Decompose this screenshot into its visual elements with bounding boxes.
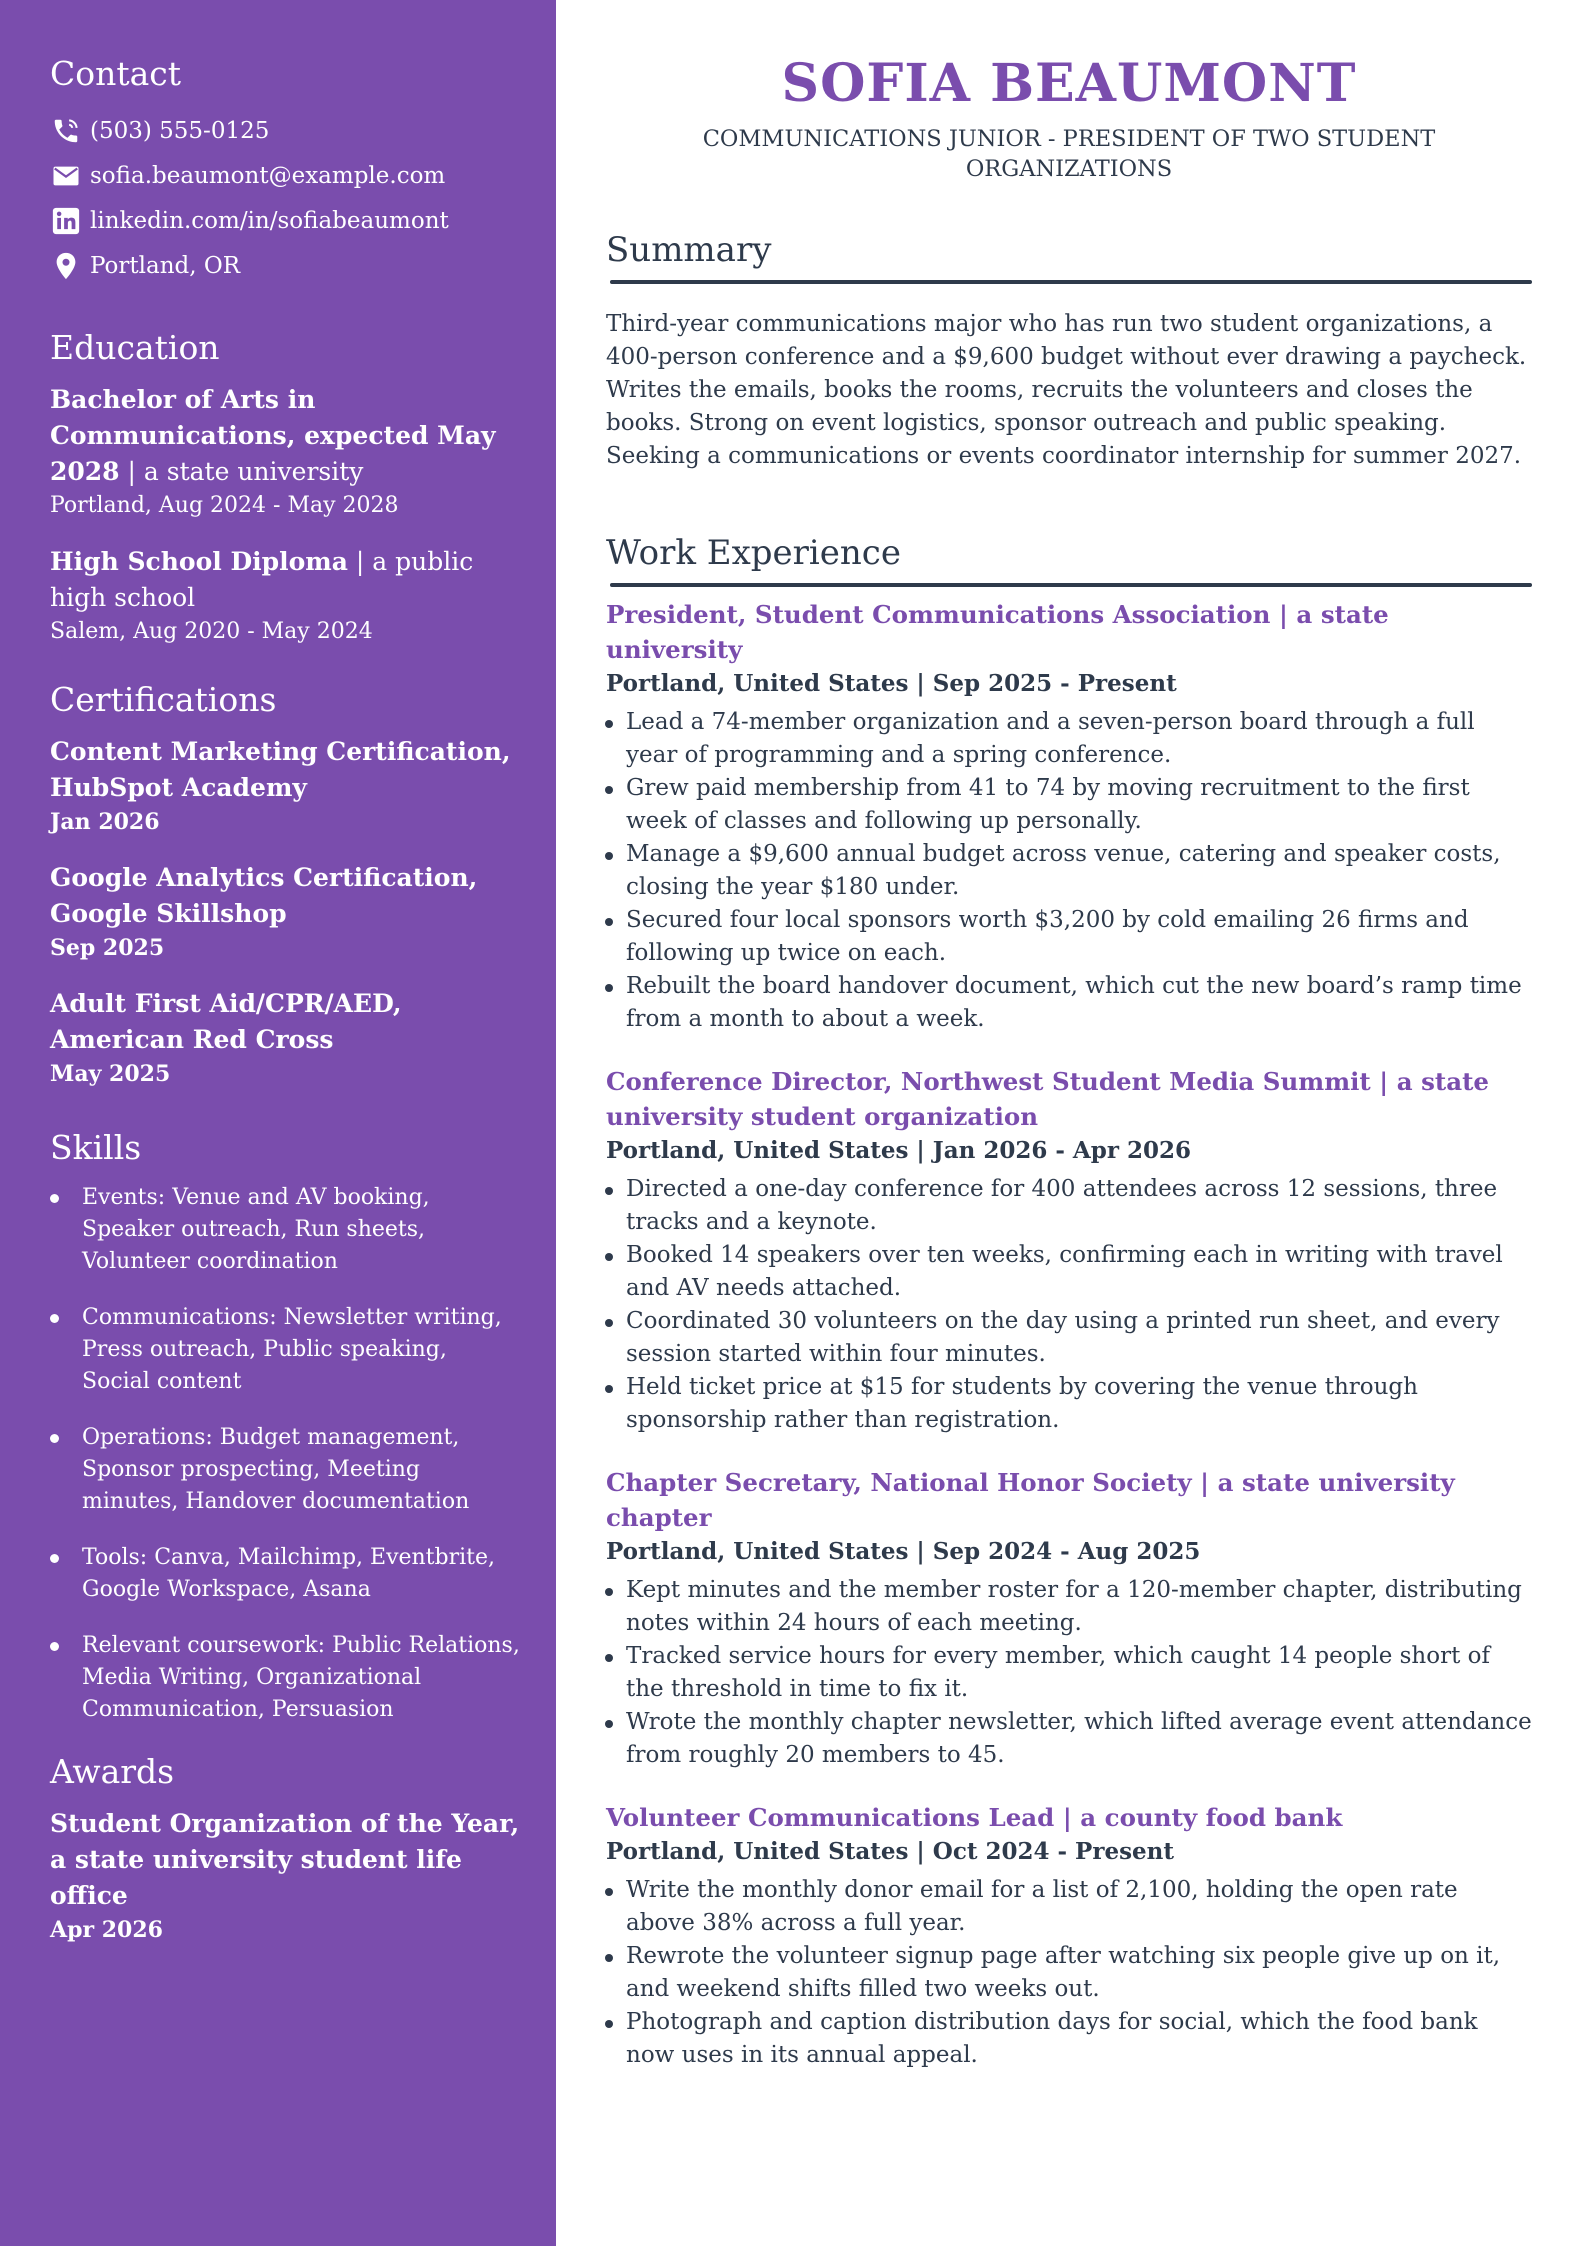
contact-phone: [50, 108, 520, 153]
job-meta: Portland, United States | Oct 2024 - Present: [606, 1838, 1175, 1865]
education-degree: Bachelor of Arts in Communications, expected May 2028: [50, 385, 496, 486]
summary-section: [606, 228, 1532, 473]
job-bullets: [606, 1874, 1532, 2072]
job-bullets: [606, 1173, 1532, 1437]
candidate-name: SOFIA BEAUMONT: [781, 53, 1357, 114]
contact-email[interactable]: [50, 153, 520, 198]
candidate-headline: COMMUNICATIONS JUNIOR - PRESIDENT OF TWO STUDENT ORGANIZATIONS: [702, 126, 1436, 182]
skills-section: [50, 1126, 520, 1726]
skill-item: Relevant coursework: Public Relations, Media Writing, Organizational Communication, Persuasion: [50, 1630, 520, 1726]
location-pin-icon: [50, 250, 82, 282]
education-entry: [50, 382, 520, 522]
certification-date: May 2025: [50, 1061, 171, 1087]
contact-section: [50, 52, 520, 288]
education-detail: Portland, Aug 2024 - May 2028: [50, 493, 399, 518]
job-title: President, Student Communications Association | a state university: [606, 600, 1389, 664]
job-entry: [606, 1800, 1532, 2072]
education-section: [50, 326, 520, 648]
job-title: Volunteer Communications Lead | a county food bank: [606, 1803, 1343, 1832]
job-meta: Portland, United States | Sep 2024 - Aug 2025: [606, 1538, 1201, 1565]
skill-item: Tools: Canva, Mailchimp, Eventbrite, Google Workspace, Asana: [50, 1542, 520, 1606]
job-bullet: Directed a one-day conference for 400 attendees across 12 sessions, three tracks and a keynote.: [606, 1173, 1532, 1239]
section-divider: [610, 583, 1532, 587]
email-icon: [50, 160, 82, 192]
job-bullet: Booked 14 speakers over ten weeks, confirming each in writing with travel and AV needs attached.: [606, 1239, 1532, 1305]
sidebar: [0, 0, 556, 2246]
job-bullet: Rewrote the volunteer signup page after watching six people give up on it, and weekend shifts filled two weeks out.: [606, 1940, 1532, 2006]
job-title: Conference Director, Northwest Student Media Summit | a state university student organization: [606, 1067, 1490, 1131]
certifications-section: [50, 678, 520, 1090]
contact-phone-text: (503) 555-0125: [90, 117, 270, 144]
skill-item: Events: Venue and AV booking, Speaker outreach, Run sheets, Volunteer coordination: [50, 1182, 520, 1278]
skills-list: [50, 1182, 520, 1726]
certification-entry: [50, 986, 520, 1090]
contact-linkedin[interactable]: [50, 198, 520, 243]
education-school: | a state university: [119, 457, 364, 486]
award-entry: [50, 1806, 520, 1946]
summary-text: Third-year communications major who has run two student organizations, a 400-person conference and a $9,600 budget without ever drawing a paycheck. Writes the emails, books the rooms, recruits the volunteers and closes the books. Strong on event logistics, sponsor outreach and public speaking. Seeking a communications or events coordinator internship for summer 2027.: [606, 311, 1527, 469]
certifications-heading: Certifications: [50, 680, 277, 719]
contact-heading: Contact: [50, 54, 182, 93]
job-bullet: Wrote the monthly chapter newsletter, which lifted average event attendance from roughly 20 members to 45.: [606, 1706, 1532, 1772]
contact-location: [50, 243, 520, 288]
job-bullet: Tracked service hours for every member, which caught 14 people short of the threshold in time to fix it.: [606, 1640, 1532, 1706]
certification-title: Adult First Aid/CPR/AED, American Red Cross: [50, 989, 402, 1054]
section-divider: [610, 280, 1532, 284]
certification-date: Sep 2025: [50, 935, 165, 961]
job-bullet: Grew paid membership from 41 to 74 by moving recruitment to the first week of classes and following up personally.: [606, 772, 1532, 838]
education-entry: [50, 544, 520, 648]
certification-title: Content Marketing Certification, HubSpot Academy: [50, 737, 511, 802]
job-bullet: Photograph and caption distribution days for social, which the food bank now uses in its annual appeal.: [606, 2006, 1532, 2072]
job-meta: Portland, United States | Jan 2026 - Apr 2026: [606, 1137, 1191, 1164]
job-meta: Portland, United States | Sep 2025 - Present: [606, 670, 1177, 697]
work-experience-heading: Work Experience: [606, 533, 901, 573]
job-entry: [606, 1064, 1532, 1437]
job-bullet: Rebuilt the board handover document, which cut the new board’s ramp time from a month to about a week.: [606, 970, 1532, 1036]
job-entry: [606, 1465, 1532, 1772]
award-date: Apr 2026: [50, 1917, 163, 1943]
job-bullet: Coordinated 30 volunteers on the day using a printed run sheet, and every session started within four minutes.: [606, 1305, 1532, 1371]
certification-entry: [50, 734, 520, 838]
contact-location-text: Portland, OR: [90, 252, 241, 279]
skills-heading: Skills: [50, 1128, 142, 1167]
contact-linkedin-text: linkedin.com/in/sofiabeaumont: [90, 207, 449, 234]
job-bullets: [606, 1574, 1532, 1772]
awards-section: [50, 1750, 520, 1946]
certification-date: Jan 2026: [50, 809, 160, 835]
linkedin-icon: [50, 205, 82, 237]
summary-heading: Summary: [606, 230, 772, 270]
job-bullet: Secured four local sponsors worth $3,200 by cold emailing 26 firms and following up twice on each.: [606, 904, 1532, 970]
certification-entry: [50, 860, 520, 964]
job-bullets: [606, 706, 1532, 1036]
contact-email-text: sofia.beaumont@example.com: [90, 162, 446, 189]
job-bullet: Kept minutes and the member roster for a 120-member chapter, distributing notes within 24 hours of each meeting.: [606, 1574, 1532, 1640]
education-degree: High School Diploma: [50, 547, 348, 576]
job-bullet: Lead a 74-member organization and a seven-person board through a full year of programming and a spring conference.: [606, 706, 1532, 772]
job-bullet: Manage a $9,600 annual budget across venue, catering and speaker costs, closing the year $180 under.: [606, 838, 1532, 904]
skill-item: Communications: Newsletter writing, Press outreach, Public speaking, Social content: [50, 1302, 520, 1398]
job-bullet: Held ticket price at $15 for students by covering the venue through sponsorship rather than registration.: [606, 1371, 1532, 1437]
phone-icon: [50, 115, 82, 147]
education-heading: Education: [50, 328, 220, 367]
main-content: [606, 0, 1532, 2072]
education-school: | a public high school: [50, 547, 474, 612]
job-title: Chapter Secretary, National Honor Society | a state university chapter: [606, 1468, 1455, 1532]
job-bullet: Write the monthly donor email for a list of 2,100, holding the open rate above 38% across a full year.: [606, 1874, 1532, 1940]
job-entry: [606, 597, 1532, 1036]
certification-title: Google Analytics Certification, Google Skillshop: [50, 863, 478, 928]
education-detail: Salem, Aug 2020 - May 2024: [50, 619, 373, 644]
award-title: Student Organization of the Year, a state university student life office: [50, 1809, 520, 1910]
work-experience-section: [606, 531, 1532, 2072]
awards-heading: Awards: [50, 1752, 175, 1791]
skill-item: Operations: Budget management, Sponsor prospecting, Meeting minutes, Handover documentation: [50, 1422, 520, 1518]
